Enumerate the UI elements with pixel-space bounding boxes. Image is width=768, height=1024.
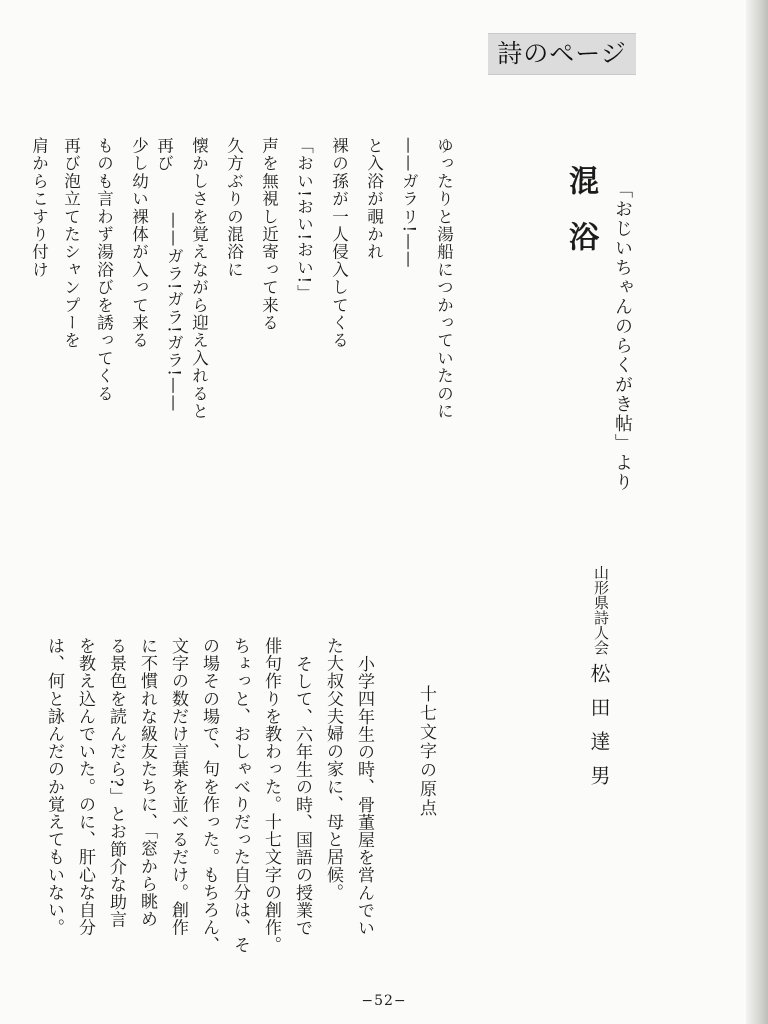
essay-line: ちょっと、おしゃべりだった自分は、そ bbox=[230, 637, 250, 954]
poem-line: 少し幼い裸体が入って来る bbox=[129, 137, 149, 350]
section-header bbox=[488, 33, 636, 75]
essay-line: を教え込んでいた。のに、肝心な自分 bbox=[75, 637, 95, 937]
author-affiliation: 山形県詩人会 bbox=[592, 565, 610, 655]
poem-line: と入浴が覗かれ bbox=[364, 137, 384, 261]
poem-line: 裸の孫が一人侵入してくる bbox=[329, 137, 349, 350]
poem-line: 肩からこすり付け bbox=[29, 137, 49, 279]
poem-line: ものも言わず湯浴びを誘ってくる bbox=[94, 137, 114, 403]
poem-line: 声を無視し近寄って来る bbox=[259, 137, 279, 332]
essay-line: そして、六年生の時、国語の授業で bbox=[292, 655, 312, 937]
essay-title: 十七文字の原点 bbox=[416, 685, 436, 818]
poem-title: 混浴 bbox=[563, 165, 598, 277]
page-number: −52− bbox=[361, 993, 407, 1009]
poem-line: ——ガラリ!—— bbox=[399, 137, 419, 269]
poem-line: 再び bbox=[154, 137, 174, 173]
poem-line: 再び泡立てたシャンプーを bbox=[61, 137, 81, 350]
essay-line: の場その場で、句を作った。もちろん、 bbox=[199, 637, 219, 954]
section-header-label: 詩のページ bbox=[497, 39, 627, 68]
poem-line: ——ガラ!ガラ!ガラ!—— bbox=[164, 212, 184, 413]
poem-source: 「おじいちゃんのらくがき帖」より bbox=[612, 180, 633, 492]
author-name: 松田達男 bbox=[587, 663, 611, 799]
essay-line: た大叔父夫婦の家に、母と居候。 bbox=[323, 637, 343, 901]
essay-line: る景色を読んだら?」とお節介な助言 bbox=[106, 637, 126, 929]
essay-line: は、何と詠んだのか覚えてもいない。 bbox=[44, 637, 64, 937]
poem-line: ゆったりと湯船につかっていたのに bbox=[434, 137, 454, 421]
essay-line: 俳句作りを教わった。十七文字の創作。 bbox=[261, 637, 281, 954]
book-spine-shadow bbox=[746, 0, 768, 1024]
essay-line: に不慣れな級友たちに、「窓から眺め bbox=[137, 637, 157, 928]
poem-line: 久方ぶりの混浴に bbox=[224, 137, 244, 279]
poem-line: 懐かしさを覚えながら迎え入れると bbox=[189, 137, 209, 421]
essay-line: 小学四年生の時、骨董屋を営んでい bbox=[354, 655, 374, 937]
essay-line: 文字の数だけ言葉を並べるだけ。創作 bbox=[168, 637, 188, 937]
poem-line: 「おい!おい!おい!」 bbox=[294, 137, 314, 303]
